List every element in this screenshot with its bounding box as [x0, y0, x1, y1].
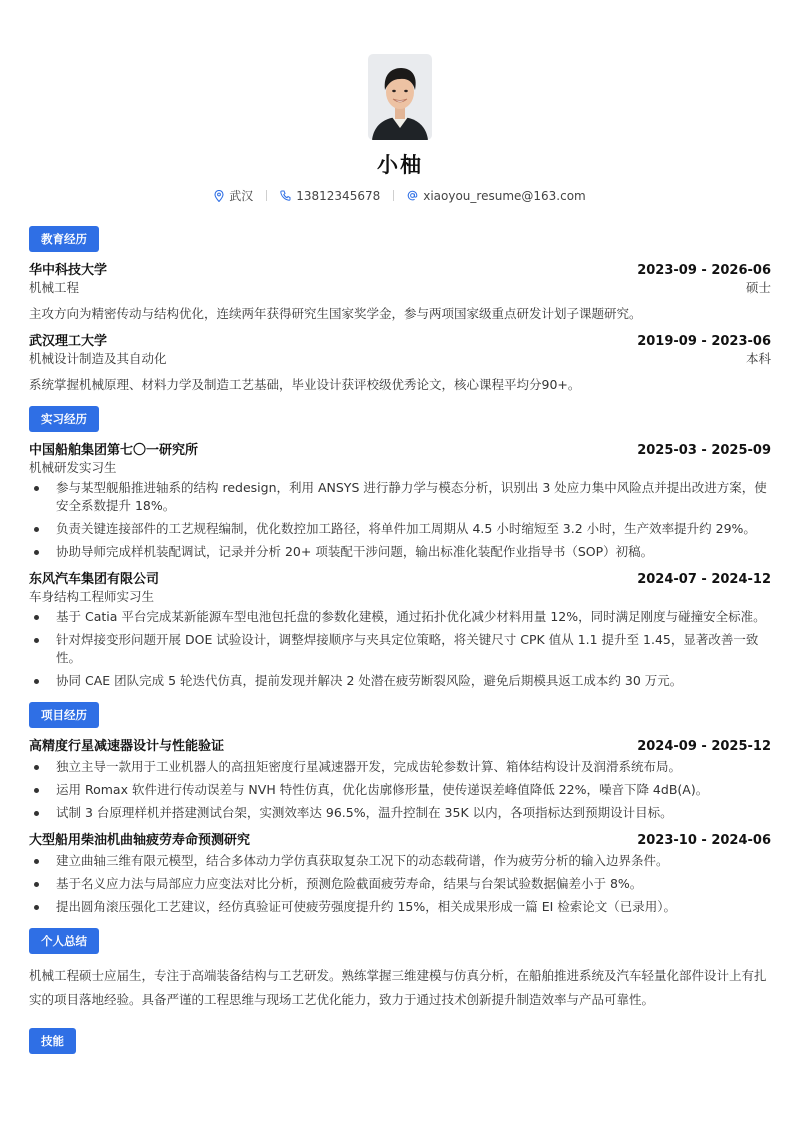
project-entry [29, 738, 771, 822]
summary-section [29, 928, 771, 1012]
section-title-summary: 个人总结 [29, 928, 99, 954]
education-entry [29, 262, 771, 323]
role: 机械研发实习生 [29, 460, 117, 475]
school-name: 华中科技大学 [29, 263, 108, 278]
internship-list [29, 442, 771, 690]
location-text: 武汉 [229, 189, 254, 203]
education-section [29, 226, 771, 394]
at-sign-icon [407, 190, 418, 201]
list-item: 负责关键连接部件的工艺规程编制，优化数控加工路径，将单件加工周期从 4.5 小时缩短至 3.2 小时，生产效率提升约 29%。 [29, 520, 771, 538]
list-item: 基于名义应力法与局部应力应变法对比分析，预测危险截面疲劳寿命，结果与台架试验数据偏差小于 8%。 [29, 875, 771, 893]
section-title-education: 教育经历 [29, 226, 99, 252]
list-item: 基于 Catia 平台完成某新能源车型电池包托盘的参数化建模，通过拓扑优化减少材料用量 12%，同时满足刚度与碰撞安全标准。 [29, 608, 771, 626]
list-item: 运用 Romax 软件进行传动误差与 NVH 特性仿真，优化齿廓修形量，使传递误差峰值降低 22%，噪音下降 4dB(A)。 [29, 781, 771, 799]
phone-icon [280, 190, 291, 201]
education-date: 2019-09 - 2023-06 [637, 334, 771, 349]
role: 车身结构工程师实习生 [29, 589, 155, 604]
section-title-internship: 实习经历 [29, 406, 99, 432]
list-item: 协助导师完成样机装配调试，记录并分析 20+ 项装配干涉问题，输出标准化装配作业指导书（SOP）初稿。 [29, 543, 771, 561]
major: 机械工程 [29, 280, 80, 295]
project-date: 2023-10 - 2024-06 [637, 833, 771, 848]
candidate-name: 小柚 [377, 153, 423, 177]
education-list [29, 262, 771, 394]
avatar-illustration [368, 54, 432, 140]
bullet-list [29, 479, 771, 561]
contact-divider [266, 190, 267, 201]
internship-entry [29, 442, 771, 561]
project-list [29, 738, 771, 916]
education-description: 系统掌握机械原理、材料力学及制造工艺基础，毕业设计获评校级优秀论文，核心课程平均分90+。 [29, 377, 581, 392]
degree: 硕士 [745, 280, 771, 295]
list-item: 协同 CAE 团队完成 5 轮迭代仿真，提前发现并解决 2 处潜在疲劳断裂风险，避免后期模具返工成本约 30 万元。 [29, 672, 771, 690]
school-name: 武汉理工大学 [29, 334, 108, 349]
project-name: 大型船用柴油机曲轴疲劳寿命预测研究 [29, 833, 251, 848]
list-item: 试制 3 台原理样机并搭建测试台架，实测效率达 96.5%，温升控制在 35K 以内，各项指标达到预期设计目标。 [29, 804, 771, 822]
contact-info [29, 187, 771, 204]
list-item: 针对焊接变形问题开展 DOE 试验设计，调整焊接顺序与夹具定位策略，将关键尺寸 CPK 值从 1.1 提升至 1.45，显著改善一致性。 [29, 631, 771, 667]
degree: 本科 [745, 351, 771, 366]
internship-section [29, 406, 771, 690]
resume-header [29, 0, 771, 204]
location-pin-icon [214, 190, 224, 202]
contact-email [407, 189, 586, 203]
profile-photo [368, 54, 432, 140]
phone-text: 13812345678 [296, 188, 381, 203]
list-item: 建立曲轴三维有限元模型，结合多体动力学仿真获取复杂工况下的动态载荷谱，作为疲劳分析的输入边界条件。 [29, 852, 771, 870]
major: 机械设计制造及其自动化 [29, 351, 167, 366]
email-text: xiaoyou_resume@163.com [423, 188, 586, 203]
project-name: 高精度行星减速器设计与性能验证 [29, 739, 225, 754]
internship-date: 2024-07 - 2024-12 [637, 572, 771, 587]
education-entry [29, 333, 771, 394]
company-name: 中国船舶集团第七〇一研究所 [29, 443, 199, 458]
contact-location [214, 187, 253, 204]
skills-section [29, 1028, 771, 1054]
bullet-list [29, 758, 771, 822]
internship-entry [29, 571, 771, 690]
bullet-list [29, 608, 771, 690]
internship-date: 2025-03 - 2025-09 [637, 443, 771, 458]
project-date: 2024-09 - 2025-12 [637, 739, 771, 754]
contact-phone [280, 189, 380, 203]
bullet-list [29, 852, 771, 916]
list-item: 参与某型舰船推进轴系的结构 redesign，利用 ANSYS 进行静力学与模态分析，识别出 3 处应力集中风险点并提出改进方案，使安全系数提升 18%。 [29, 479, 771, 515]
project-entry [29, 832, 771, 916]
list-item: 独立主导一款用于工业机器人的高扭矩密度行星减速器开发，完成齿轮参数计算、箱体结构设计及润滑系统布局。 [29, 758, 771, 776]
contact-divider [393, 190, 394, 201]
company-name: 东风汽车集团有限公司 [29, 572, 160, 587]
education-date: 2023-09 - 2026-06 [637, 263, 771, 278]
projects-section [29, 702, 771, 916]
education-description: 主攻方向为精密传动与结构优化，连续两年获得研究生国家奖学金，参与两项国家级重点研发计划子课题研究。 [29, 306, 642, 321]
section-title-skills: 技能 [29, 1028, 76, 1054]
summary-text: 机械工程硕士应届生，专注于高端装备结构与工艺研发。熟练掌握三维建模与仿真分析，在船舶推进系统及汽车轻量化部件设计上有扎实的项目落地经验。具备严谨的工程思维与现场工艺优化能力，致力于通过技术创新提升制造效率与产品可靠性。 [29, 968, 767, 1007]
list-item: 提出圆角滚压强化工艺建议，经仿真验证可使疲劳强度提升约 15%，相关成果形成一篇 EI 检索论文（已录用）。 [29, 898, 771, 916]
section-title-projects: 项目经历 [29, 702, 99, 728]
